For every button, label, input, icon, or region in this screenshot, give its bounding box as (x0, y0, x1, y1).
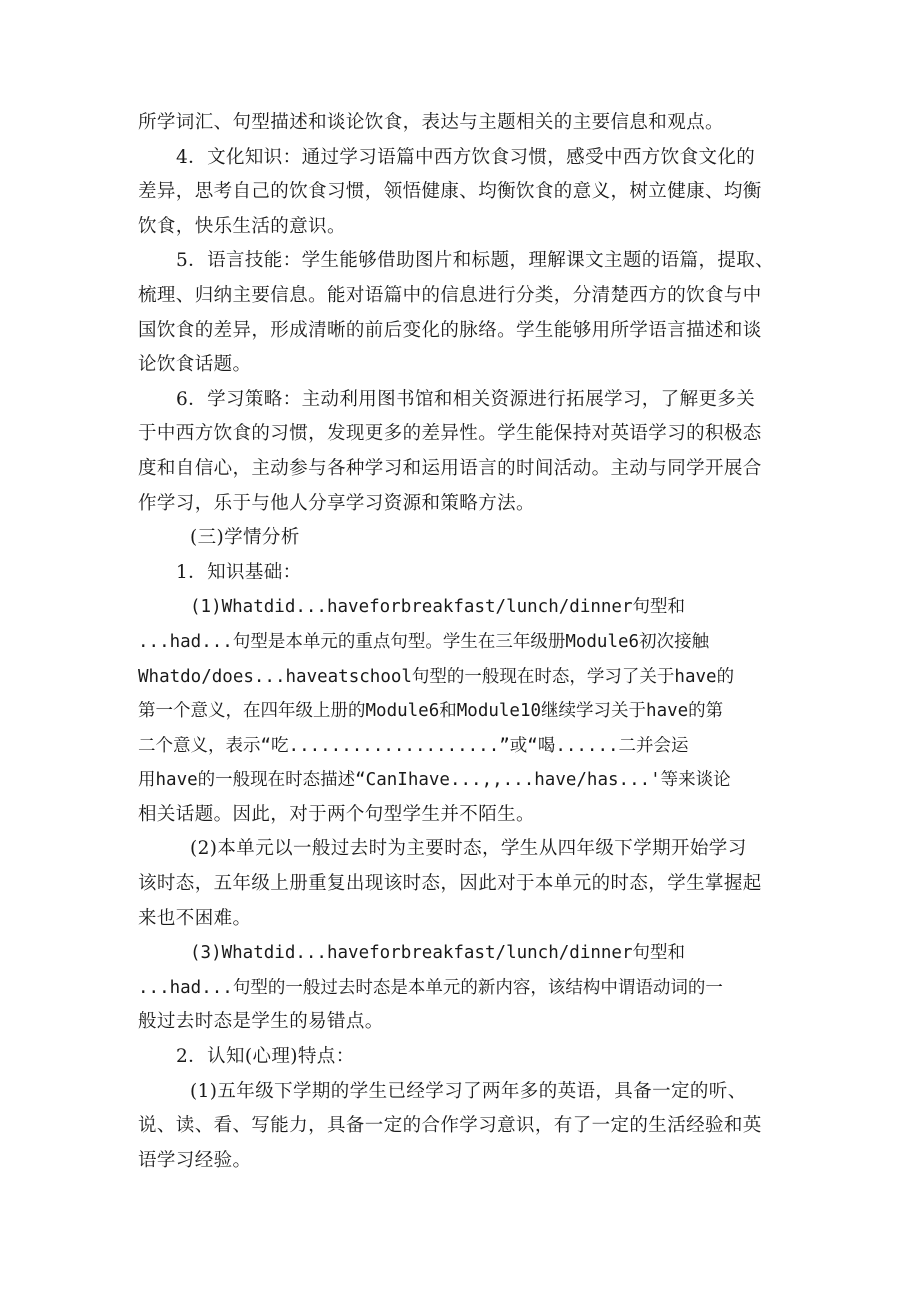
section-heading: (三)学情分析 (190, 527, 300, 549)
text-line: 该时态，五年级上册重复出现该时态，因此对于本单元的时态，学生掌握起 (138, 873, 762, 895)
text-line: 作学习，乐于与他人分享学习资源和策略方法。 (138, 492, 535, 514)
text-line: 语学习经验。 (138, 1149, 252, 1171)
text-line: (3)Whatdid...haveforbreakfast/lunch/dinner句型和 (190, 943, 686, 964)
text-line: (2)本单元以一般过去时为主要时态，学生从四年级下学期开始学习 (190, 838, 747, 860)
text-line: 论饮食话题。 (138, 354, 252, 376)
text-line: 国饮食的差异，形成清晰的前后变化的脉络。学生能够用所学语言描述和谈 (138, 319, 762, 341)
text-line: 度和自信心，主动参与各种学习和运用语言的时间活动。主动与同学开展合 (138, 457, 762, 479)
text-line: 所学词汇、句型描述和谈论饮食，表达与主题相关的主要信息和观点。 (138, 112, 724, 133)
text-line: 4．文化知识：通过学习语篇中西方饮食习惯，感受中西方饮食文化的 (176, 146, 756, 168)
text-line: 饮食，快乐生活的意识。 (138, 215, 346, 237)
text-line: 差异，思考自己的饮食习惯，领悟健康、均衡饮食的意义，树立健康、均衡 (138, 181, 762, 203)
subsection-heading: 1．知识基础： (176, 561, 302, 583)
text-line: 般过去时态是学生的易错点。 (138, 1011, 384, 1033)
text-line: 来也不困难。 (138, 907, 252, 929)
subsection-heading: 2．认知(心理)特点： (176, 1046, 355, 1068)
text-line: (1)Whatdid...haveforbreakfast/lunch/dinner句型和 (190, 597, 686, 618)
text-line: 二个意义，表示“吃....................”或“喝......二并会运 (138, 735, 689, 756)
document-body (138, 106, 793, 1178)
text-line: 相关话题。因此，对于两个句型学生并不陌生。 (138, 803, 535, 825)
text-line: 5．语言技能：学生能够借助图片和标题，理解课文主题的语篇，提取、 (176, 250, 775, 272)
text-line: ...had...句型的一般过去时态是本单元的新内容，该结构中谓语动词的一 (138, 977, 723, 998)
text-line: 梳理、归纳主要信息。能对语篇中的信息进行分类，分清楚西方的饮食与中 (138, 284, 762, 306)
text-line: 第一个意义，在四年级上册的Module6和Module10继续学习关于have的第 (138, 701, 724, 722)
text-line: (1)五年级下学期的学生已经学习了两年多的英语，具备一定的听、 (190, 1080, 747, 1102)
text-line: 6．学习策略：主动利用图书馆和相关资源进行拓展学习，了解更多关 (176, 388, 756, 410)
text-line: Whatdo/does...haveatschool句型的一般现在时态，学习了关于have的 (138, 666, 735, 687)
text-line: ...had...句型是本单元的重点句型。学生在三年级册Module6初次接触 (138, 631, 710, 652)
text-line: 用have的一般现在时态描述“CanIhave...,,...have/has...'等来谈论 (138, 770, 731, 791)
text-line: 说、读、看、写能力，具备一定的合作学习意识，有了一定的生活经验和英 (138, 1115, 762, 1137)
text-line: 于中西方饮食的习惯，发现更多的差异性。学生能保持对英语学习的积极态 (138, 423, 762, 445)
